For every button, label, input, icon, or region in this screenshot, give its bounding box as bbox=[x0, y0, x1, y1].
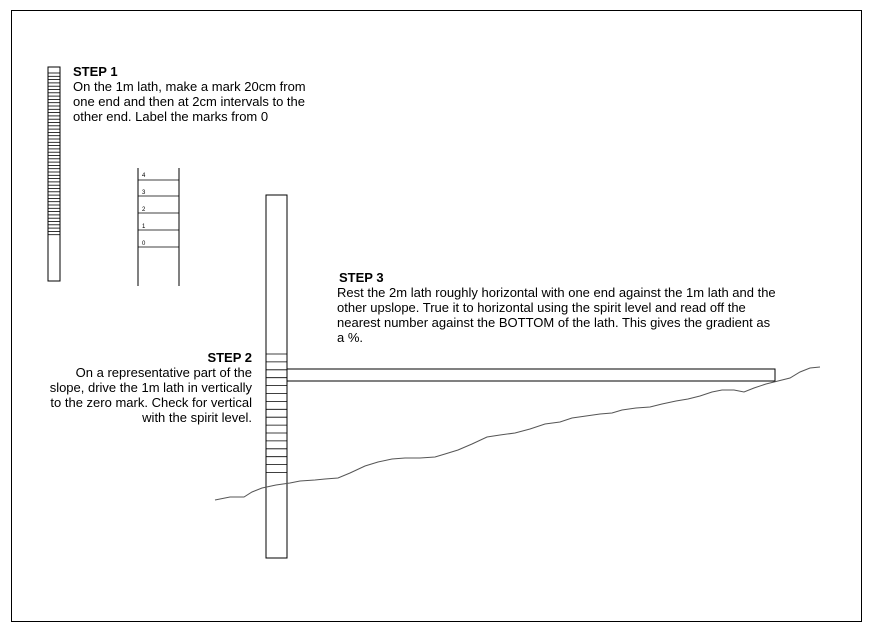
step3-text: Rest the 2m lath roughly horizontal with one end against the 1m lath and the other upslope. True it to horizontal using the spirit level and read off the nearest number against the BOTTOM of the lath. This gives the gradient as a %. bbox=[337, 285, 776, 345]
step2-heading: STEP 2 bbox=[207, 350, 252, 365]
lath-1m-driven bbox=[266, 195, 287, 558]
step1-text: On the 1m lath, make a mark 20cm from one end and then at 2cm intervals to the other end. Label the marks from 0 bbox=[73, 79, 306, 124]
detail-label: 3 bbox=[142, 190, 146, 196]
step1-block bbox=[73, 64, 313, 124]
detail-label: 0 bbox=[142, 241, 146, 247]
lath-detail-view bbox=[138, 168, 179, 286]
detail-label: 1 bbox=[142, 224, 146, 230]
step3-block bbox=[337, 270, 777, 345]
detail-label: 4 bbox=[142, 173, 146, 179]
step3-heading: STEP 3 bbox=[339, 270, 384, 285]
lath-1m-step1-marks bbox=[48, 73, 60, 235]
step1-heading: STEP 1 bbox=[73, 64, 118, 79]
step2-text: On a representative part of the slope, drive the 1m lath in vertically to the zero mark. Check for vertical with the spirit level. bbox=[49, 365, 252, 425]
lath-2m-horizontal bbox=[287, 369, 775, 381]
step2-block bbox=[40, 350, 252, 425]
detail-label: 2 bbox=[142, 207, 146, 213]
ground-slope-line bbox=[215, 367, 820, 500]
